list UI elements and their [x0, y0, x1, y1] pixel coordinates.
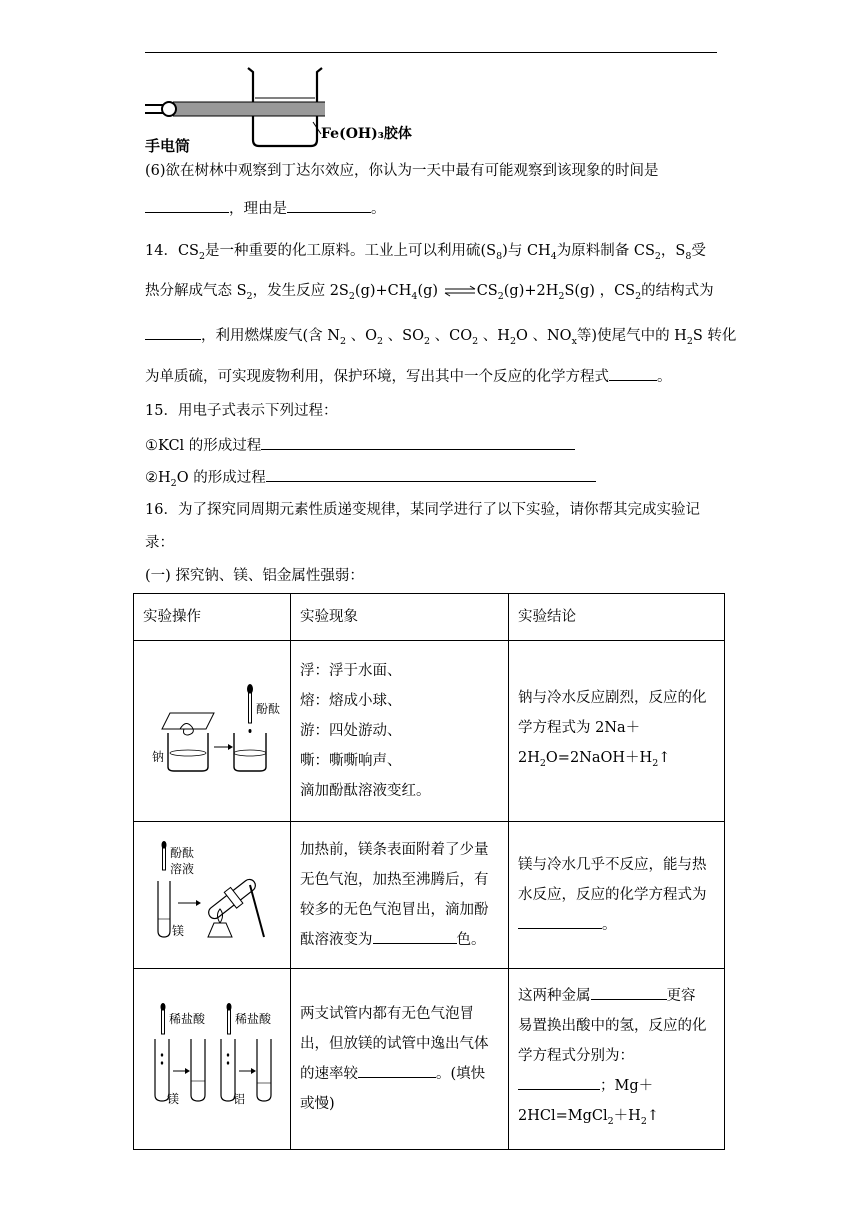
q14-line3: ，利用燃煤废气(含 $N_2$ 、$O_2$ 、$SO_2$ 、$CO_2$ 、$H_2O$ 、$NO_x$等)使尾气中的 $H_2S$ 转化: [145, 325, 736, 352]
colloid-label: Fe(OH)₃胶体: [321, 126, 412, 142]
acid-phenomena: 两支试管内都有无色气泡冒 出，但放镁的试管中逸出气体 的速率较 。(填快 或慢): [291, 969, 509, 1150]
solution-label: 溶液: [170, 862, 195, 876]
answer-blank-structure[interactable]: [145, 325, 201, 340]
equilibrium-arrow-icon: [443, 285, 477, 297]
q15-title: 15．用电子式表示下列过程：: [145, 403, 338, 419]
header-rule: [145, 52, 717, 53]
table-row-magnesium-water: [134, 822, 725, 969]
sodium-phenomena: 浮：浮于水面、 熔：熔成小球、 游：四处游动、 嘶：嘶嘶响声、 滴加酚酞溶液变红。: [291, 641, 509, 822]
sodium-conclusion: 钠与冷水反应剧烈，反应的化 学方程式为 2Na＋ $2H_2O=2NaOH+H_2↑$: [509, 641, 725, 822]
answer-blank-rate[interactable]: [358, 1063, 436, 1078]
magnesium-water-conclusion: 镁与冷水几乎不反应，能与热 水反应，反应的化学方程式为 。: [509, 822, 725, 969]
table-row-sodium: [134, 641, 725, 822]
q14-line4: 为单质硫，可实现废物利用，保护环境，写出其中一个反应的化学方程式 。: [145, 366, 672, 387]
tyndall-figure: [145, 62, 412, 155]
answer-blank-reason[interactable]: [287, 198, 371, 213]
q14-line1: 14．$CS_2$是一种重要的化工原料。工业上可以利用硫$(S_8)$与 $CH_4$为原料制备 $CS_2$，$S_8$受: [145, 243, 706, 262]
answer-blank-color[interactable]: [373, 929, 457, 944]
magnesium-water-phenomena: 加热前，镁条表面附着了少量 无色气泡，加热至沸腾后，有 较多的无色气泡冒出，滴加酚 酞溶液变为 色。: [291, 822, 509, 969]
answer-blank-kcl[interactable]: [261, 435, 575, 450]
answer-blank-time[interactable]: [145, 198, 229, 213]
magnesium-label: 镁: [172, 924, 185, 938]
acid-conclusion: 这两种金属 更容 易置换出酸中的氢，反应的化 学方程式分别为： ；Mg＋ $2HCl=MgCl_2+H_2↑$: [509, 969, 725, 1150]
q16-line1: 16．为了探究同周期元素性质递变规律，某同学进行了以下实验，请你帮其完成实验记: [145, 502, 700, 518]
acid-figure-cell: [134, 969, 291, 1150]
sodium-label: 钠: [152, 750, 165, 764]
answer-blank-al-equation[interactable]: [518, 1075, 600, 1090]
q16-line2: 录：: [145, 535, 174, 551]
header-operation: 实验操作: [134, 594, 291, 641]
answer-blank-mg-equation[interactable]: [518, 914, 602, 929]
phenolphthalein-label: 酚酞: [256, 702, 281, 716]
sodium-experiment-figure: [152, 681, 281, 781]
q15-item1: ①KCl 的形成过程: [145, 435, 575, 456]
sodium-figure-cell: [134, 641, 291, 822]
table-row-acid: [134, 969, 725, 1150]
table-header-row: [134, 594, 725, 641]
answer-blank-metal[interactable]: [591, 985, 667, 1000]
aluminium-label: 铝: [233, 1092, 246, 1106]
magnesium-water-figure: [152, 839, 272, 951]
q13-6-line1: (6)欲在树林中观察到丁达尔效应，你认为一天中最有可能观察到该现象的时间是: [145, 163, 659, 179]
acid-label-right: 稀盐酸: [235, 1012, 272, 1026]
flashlight-label: 手电筒: [145, 137, 191, 155]
magnesium-figure-cell: [134, 822, 291, 969]
acid-label-left: 稀盐酸: [169, 1012, 206, 1026]
header-conclusion: 实验结论: [509, 594, 725, 641]
q13-6-line2: ，理由是 。: [145, 198, 386, 219]
acid-experiment-figure: [147, 999, 277, 1119]
experiment-table: [133, 593, 725, 1150]
magnesium-label: 镁: [167, 1092, 180, 1106]
q16-part1: (一) 探究钠、镁、铝金属性强弱：: [145, 568, 364, 584]
header-phenomenon: 实验现象: [291, 594, 509, 641]
q15-item2: $②H_2O$ 的形成过程: [145, 467, 596, 494]
q14-line2: 热分解成气态 $S_2$，发生反应 $2S_2(g)+CH_4(g)$ $CS_2(g)+2H_2S(g)$ ，$CS_2$的结构式为: [145, 283, 714, 302]
answer-blank-h2o[interactable]: [266, 467, 596, 482]
answer-blank-equation[interactable]: [609, 366, 657, 381]
phenolphthalein-label: 酚酞: [170, 846, 195, 860]
